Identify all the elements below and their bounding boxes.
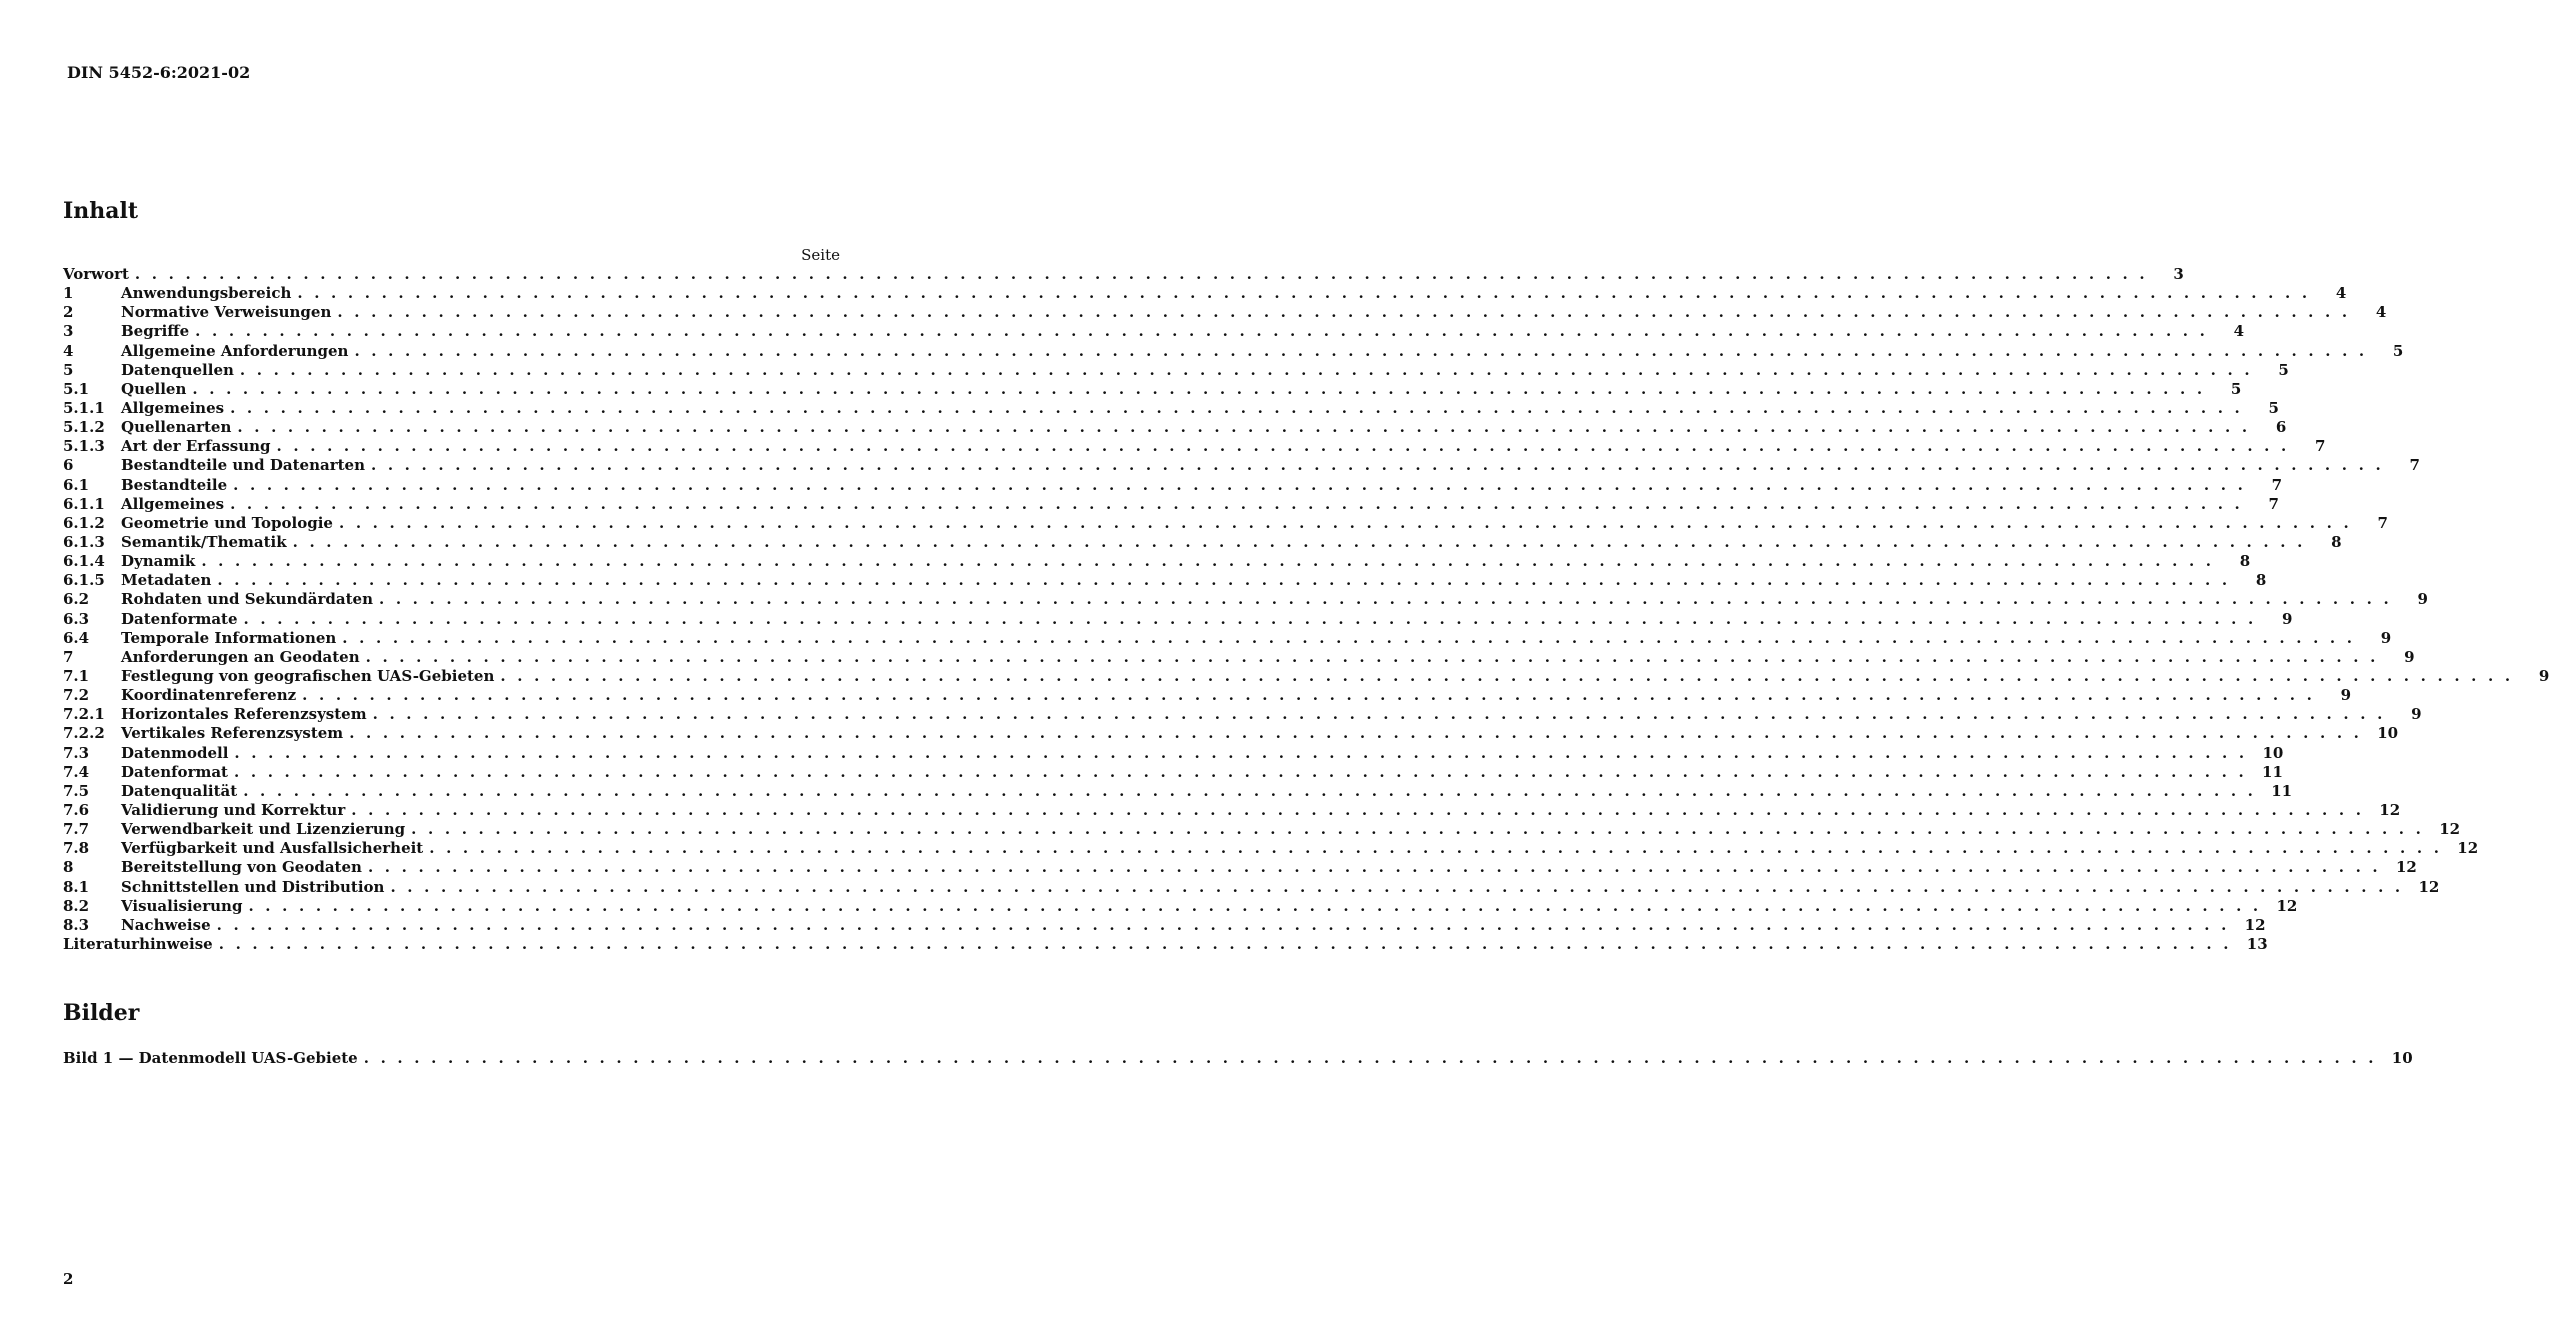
dot-leader: . . . . . . . . . . . . . . . . . . . . . . . . . . . . . . . . . . . . . . . . . . . . . . . . . . . . . . . . . . . . . . . . . . . . . . . . . . . . . . . . . . . . . . . . . . . . . . . . . . . . . . . . . . . . . . . . . . . . . . . . bbox=[292, 532, 2306, 551]
toc-entry-page: 9 bbox=[2538, 666, 2549, 685]
toc-entry-page: 4 bbox=[2233, 322, 2245, 341]
dot-leader: . . . . . . . . . . . . . . . . . . . . . . . . . . . . . . . . . . . . . . . . . . . . . . . . . . . . . . . . . . . . . . . . . . . . . . . . . . . . . . . . . . . . . . . . . . . . . . . . . . . . . . . . . . . . . . . . . . . . . . . . bbox=[354, 341, 2368, 360]
toc-entry[interactable] bbox=[63, 494, 2279, 514]
toc-entry-title: Koordinatenreferenz bbox=[121, 686, 297, 705]
toc-entry-number: 5.1.3 bbox=[63, 437, 105, 456]
toc-entry[interactable] bbox=[63, 647, 2415, 667]
toc-entry-title: Validierung und Korrektur bbox=[121, 800, 346, 819]
toc-entry-number: 7.2.1 bbox=[63, 705, 105, 724]
dot-leader: . . . . . . . . . . . . . . . . . . . . . . . . . . . . . . . . . . . . . . . . . . . . . . . . . . . . . . . . . . . . . . . . . . . . . . . . . . . . . . . . . . . . . . . . . . . . . . . . . . . . . . . . . . . . . . . . . . . . . . . . bbox=[390, 877, 2404, 896]
toc-entry-title: Verfügbarkeit und Ausfallsicherheit bbox=[121, 839, 424, 858]
toc-entry-title: Allgemeines bbox=[121, 494, 225, 513]
dot-leader: . . . . . . . . . . . . . . . . . . . . . . . . . . . . . . . . . . . . . . . . . . . . . . . . . . . . . . . . . . . . . . . . . . . . . . . . . . . . . . . . . . . . . . . . . . . . . . . . . . . . . . . . . . . . . . . . . . . . . . . . bbox=[218, 934, 2232, 953]
toc-entry-number: 7.8 bbox=[63, 839, 90, 858]
toc-entry-title: Datenformat bbox=[121, 762, 228, 781]
toc-entry-title: Datenmodell bbox=[121, 743, 229, 762]
dot-leader: . . . . . . . . . . . . . . . . . . . . . . . . . . . . . . . . . . . . . . . . . . . . . . . . . . . . . . . . . . . . . . . . . . . . . . . . . . . . . . . . . . . . . . . . . . . . . . . . . . . . . . . . . . . . . . . . . . . . . . . . bbox=[230, 398, 2243, 417]
toc-entry[interactable] bbox=[63, 934, 2268, 954]
toc-entry-page: 7 bbox=[2377, 513, 2388, 532]
dot-leader: . . . . . . . . . . . . . . . . . . . . . . . . . . . . . . . . . . . . . . . . . . . . . . . . . . . . . . . . . . . . . . . . . . . . . . . . . . . . . . . . . . . . . . . . . . . . . . . . . . . . . . . . . . . . . . . . . . . . . . . . bbox=[367, 858, 2381, 877]
toc-entry[interactable] bbox=[63, 839, 2479, 858]
toc-entry-number: 7.5 bbox=[63, 781, 90, 800]
toc-entry-page: 8 bbox=[2255, 571, 2267, 590]
toc-entry-title: Datenformate bbox=[121, 609, 238, 628]
dot-leader: . . . . . . . . . . . . . . . . . . . . . . . . . . . . . . . . . . . . . . . . . . . . . . . . . . . . . . . . . . . . . . . . . . . . . . . . . . . . . . . . . . . . . . . . . . . . . . . . . . . . . . . . . . . . . . . . . . . . . . . . bbox=[351, 800, 2365, 819]
toc-entry-number: 7 bbox=[63, 647, 74, 666]
toc-entry-number: 6.1.5 bbox=[63, 571, 105, 590]
dot-leader: . . . . . . . . . . . . . . . . . . . . . . . . . . . . . . . . . . . . . . . . . . . . . . . . . . . . . . . . . . . . . . . . . . . . . . . . . . . . . . . . . . . . . . . . . . . . . . . . . . . . . . . . . . . . . . . . . . . . . . . . bbox=[201, 552, 2215, 571]
toc-entry-number: 3 bbox=[63, 322, 74, 341]
toc-entry-number: 8 bbox=[63, 858, 74, 877]
dot-leader: . . . . . . . . . . . . . . . . . . . . . . . . . . . . . . . . . . . . . . . . . . . . . . . . . . . . . . . . . . . . . . . . . . . . . . . . . . . . . . . . . . . . . . . . . . . . . . . . . . . . . . . . . . . . . . . . . . . . . . . . bbox=[297, 284, 2311, 303]
toc-entry-page: 12 bbox=[2395, 858, 2417, 877]
toc-entry-title: Quellen bbox=[121, 379, 187, 398]
toc-entry-number: 7.4 bbox=[63, 762, 90, 781]
toc-entry-page: 9 bbox=[2340, 686, 2352, 705]
toc-entry-number: 7.1 bbox=[63, 666, 90, 685]
toc-entry-title: Rohdaten und Sekundärdaten bbox=[121, 590, 373, 609]
dot-leader: . . . . . . . . . . . . . . . . . . . . . . . . . . . . . . . . . . . . . . . . . . . . . . . . . . . . . . . . . . . . . . . . . . . . . . . . . . . . . . . . . . . . . . . . . . . . . . . . . . . . . . . . . . . . . . . . . . . . . . . . bbox=[372, 705, 2386, 724]
toc-entry[interactable] bbox=[63, 360, 2289, 380]
dot-leader: . . . . . . . . . . . . . . . . . . . . . . . . . . . . . . . . . . . . . . . . . . . . . . . . . . . . . . . . . . . . . . . . . . . . . . . . . . . . . . . . . . . . . . . . . . . . . . . . . . . . . . . . . . . . . . . . . . . . . . . . bbox=[365, 647, 2379, 666]
toc-entry-number: 7.2 bbox=[63, 686, 90, 705]
toc-list bbox=[63, 265, 2549, 954]
dot-leader: . . . . . . . . . . . . . . . . . . . . . . . . . . . . . . . . . . . . . . . . . . . . . . . . . . . . . . . . . . . . . . . . . . . . . . . . . . . . . . . . . . . . . . . . . . . . . . . . . . . . . . . . . . . . . . . . . . . . . . . . bbox=[216, 915, 2230, 934]
toc-entry[interactable] bbox=[63, 418, 2287, 437]
toc-entry-page: 12 bbox=[2276, 896, 2298, 915]
toc-entry[interactable] bbox=[63, 532, 2342, 552]
toc-entry-page: 7 bbox=[2271, 475, 2283, 494]
toc-entry-number: 6.1.4 bbox=[63, 552, 105, 571]
toc-entry-title: Metadaten bbox=[121, 571, 212, 590]
dot-leader: . . . . . . . . . . . . . . . . . . . . . . . . . . . . . . . . . . . . . . . . . . . . . . . . . . . . . . . . . . . . . . . . . . . . . . . . . . . . . . . . . . . . . . . . . . . . . . . . . . . . . . . . . . . . . . . . . . . . . . . . bbox=[233, 475, 2247, 494]
toc-entry-title: Bereitstellung von Geodaten bbox=[121, 858, 362, 877]
toc-entry-page: 7 bbox=[2268, 494, 2279, 513]
toc-entry-number: 6.1 bbox=[63, 475, 90, 494]
toc-entry-page: 8 bbox=[2239, 552, 2251, 571]
dot-leader: . . . . . . . . . . . . . . . . . . . . . . . . . . . . . . . . . . . . . . . . . . . . . . . . . . . . . . . . . . . . . . . . . . . . . . . . . . . . . . . . . . . . . . . . . . . . . . . . . . . . . . . . . . . . . . . . . . . . . . . . bbox=[411, 820, 2425, 839]
toc-entry-number: 6 bbox=[63, 456, 74, 475]
toc-entry[interactable] bbox=[63, 686, 2352, 705]
toc-entry-page: 12 bbox=[2379, 800, 2401, 819]
dot-leader: . . . . . . . . . . . . . . . . . . . . . . . . . . . . . . . . . . . . . . . . . . . . . . . . . . . . . . . . . . . . . . . . . . . . . . . . . . . . . . . . . . . . . . . . . . . . . . . . . . . . . . . . . . . . . . . . . . . . . . . . bbox=[338, 513, 2352, 532]
toc-entry-number: 8.2 bbox=[63, 896, 90, 915]
toc-entry-title: Festlegung von geografischen UAS-Gebieten bbox=[121, 666, 495, 685]
toc-entry-title: Datenquellen bbox=[121, 360, 234, 379]
toc-entry-title: Normative Verweisungen bbox=[121, 303, 332, 322]
toc-entry-title: Art der Erfassung bbox=[121, 437, 271, 456]
dot-leader: . . . . . . . . . . . . . . . . . . . . . . . . . . . . . . . . . . . . . . . . . . . . . . . . . . . . . . . . . . . . . . . . . . . . . . . . . . . . . . . . . . . . . . . . . . . . . . . . . . . . . . . . . . . . . . . . . . . . . . . . bbox=[239, 360, 2253, 379]
dot-leader: . . . . . . . . . . . . . . . . . . . . . . . . . . . . . . . . . . . . . . . . . . . . . . . . . . . . . . . . . . . . . . . . . . . . . . . . . . . . . . . . . . . . . . . . . . . . . . . . . . . . . . . . . . . . . . . . . . . . . . . . bbox=[248, 896, 2262, 915]
toc-heading: Inhalt bbox=[63, 198, 139, 224]
dot-leader: . . . . . . . . . . . . . . . . . . . . . . . . . . . . . . . . . . . . . . . . . . . . . . . . . . . . . . . . . . . . . . . . . . . . . . . . . . . . . . . . . . . . . . . . . . . . . . . . . . . . . . . . . . . . . . . . . . . . . . . . bbox=[134, 265, 2148, 283]
toc-entry-page: 9 bbox=[2380, 628, 2392, 647]
toc-entry-title: Dynamik bbox=[121, 552, 196, 571]
toc-entry-page: 5 bbox=[2268, 398, 2279, 417]
toc-entry[interactable] bbox=[63, 800, 2401, 820]
dot-leader: . . . . . . . . . . . . . . . . . . . . . . . . . . . . . . . . . . . . . . . . . . . . . . . . . . . . . . . . . . . . . . . . . . . . . . . . . . . . . . . . . . . . . . . . . . . . . . . . . . . . . . . . . . . . . . . . . . . . . . . . bbox=[370, 456, 2384, 475]
toc-entry[interactable] bbox=[63, 666, 2549, 686]
toc-entry-number: 7.7 bbox=[63, 820, 90, 839]
toc-entry-page: 3 bbox=[2173, 265, 2184, 283]
dot-leader: . . . . . . . . . . . . . . . . . . . . . . . . . . . . . . . . . . . . . . . . . . . . . . . . . . . . . . . . . . . . . . . . . . . . . . . . . . . . . . . . . . . . . . . . . . . . . . . . . . . . . . . . . . . . . . . . . . . . . . . . bbox=[349, 724, 2363, 743]
toc-entry-number: 7.6 bbox=[63, 800, 90, 819]
toc-entry-page: 8 bbox=[2331, 532, 2342, 551]
toc-entry[interactable] bbox=[63, 571, 2267, 590]
toc-entry-page: 6 bbox=[2275, 418, 2287, 437]
toc-entry[interactable] bbox=[63, 762, 2283, 782]
toc-entry-title: Quellenarten bbox=[121, 418, 232, 437]
toc-entry-title: Visualisierung bbox=[121, 896, 243, 915]
toc-entry[interactable] bbox=[63, 552, 2251, 571]
toc-entry-title: Temporale Informationen bbox=[121, 628, 337, 647]
toc-entry-number: 6.3 bbox=[63, 609, 90, 628]
dot-leader: . . . . . . . . . . . . . . . . . . . . . . . . . . . . . . . . . . . . . . . . . . . . . . . . . . . . . . . . . . . . . . . . . . . . . . . . . . . . . . . . . . . . . . . . . . . . . . . . . . . . . . . . . . . . . . . . . . . . . . . . bbox=[378, 590, 2392, 609]
toc-entry-title: Anwendungsbereich bbox=[121, 284, 292, 303]
toc-entry-number: 4 bbox=[63, 341, 74, 360]
toc-entry-number: 6.1.2 bbox=[63, 513, 105, 532]
toc-entry-number: 5.1.2 bbox=[63, 418, 105, 437]
page-column-label: Seite bbox=[801, 246, 840, 264]
toc-entry[interactable] bbox=[63, 628, 2392, 648]
dot-leader: . . . . . . . . . . . . . . . . . . . . . . . . . . . . . . . . . . . . . . . . . . . . . . . . . . . . . . . . . . . . . . . . . . . . . . . . . . . . . . . . . . . . . . . . . . . . . . . . . . . . . . . . . . . . . . . . . . . . . . . . bbox=[195, 322, 2209, 341]
toc-entry-page: 5 bbox=[2392, 341, 2404, 360]
toc-entry[interactable] bbox=[63, 284, 2347, 303]
toc-entry-title: Allgemeine Anforderungen bbox=[121, 341, 349, 360]
toc-entry[interactable] bbox=[63, 877, 2440, 897]
toc-entry-page: 7 bbox=[2315, 437, 2326, 456]
toc-entry-page: 12 bbox=[2439, 820, 2461, 839]
toc-entry-page: 13 bbox=[2246, 934, 2268, 953]
toc-entry-page: 7 bbox=[2409, 456, 2420, 475]
toc-entry-number: 7.2.2 bbox=[63, 724, 105, 743]
toc-entry-title: Semantik/Thematik bbox=[121, 532, 287, 551]
toc-entry-number: 6.1.1 bbox=[63, 494, 105, 513]
toc-entry[interactable] bbox=[63, 341, 2404, 361]
toc-entry-page: 12 bbox=[2457, 839, 2479, 858]
toc-entry-page: 12 bbox=[2418, 877, 2440, 896]
toc-entry[interactable] bbox=[63, 724, 2399, 743]
toc-entry[interactable] bbox=[63, 820, 2461, 839]
toc-entry[interactable] bbox=[63, 590, 2428, 609]
toc-entry-number: 5.1.1 bbox=[63, 398, 105, 417]
toc-entry-number: 6.1.3 bbox=[63, 532, 105, 551]
toc-entry[interactable] bbox=[63, 513, 2388, 533]
document-id: DIN 5452-6:2021-02 bbox=[67, 63, 251, 82]
toc-entry-number: 6.4 bbox=[63, 628, 90, 647]
toc-entry-title: Bestandteile bbox=[121, 475, 228, 494]
toc-entry-title: Verwendbarkeit und Lizenzierung bbox=[121, 820, 406, 839]
toc-entry-page: 10 bbox=[2377, 724, 2399, 743]
dot-leader: . . . . . . . . . . . . . . . . . . . . . . . . . . . . . . . . . . . . . . . . . . . . . . . . . . . . . . . . . . . . . . . . . . . . . . . . . . . . . . . . . . . . . . . . . . . . . . . . . . . . . . . . . . . . . . . . . . . . . . . . bbox=[243, 609, 2257, 628]
toc-entry-number: 8.1 bbox=[63, 877, 90, 896]
toc-entry-page: 9 bbox=[2417, 590, 2428, 609]
toc-entry-page: 4 bbox=[2335, 284, 2347, 303]
toc-entry[interactable] bbox=[63, 781, 2293, 801]
dot-leader: . . . . . . . . . . . . . . . . . . . . . . . . . . . . . . . . . . . . . . . . . . . . . . . . . . . . . . . . . . . . . . . . . . . . . . . . . . . . . . . . . . . . . . . . . . . . . . . . . . . . . . . . . . . . . . . . . . . . . . . . bbox=[192, 379, 2206, 398]
toc-entry-number: 5.1 bbox=[63, 379, 90, 398]
toc-entry[interactable] bbox=[63, 896, 2298, 916]
toc-entry-page: 11 bbox=[2271, 781, 2293, 800]
toc-entry-title: Vertikales Referenzsystem bbox=[121, 724, 344, 743]
toc-entry-title: Datenqualität bbox=[121, 781, 238, 800]
toc-entry-page: 5 bbox=[2230, 379, 2242, 398]
toc-entry-title: Horizontales Referenzsystem bbox=[121, 705, 367, 724]
toc-entry[interactable] bbox=[63, 705, 2422, 724]
toc-entry-title: Geometrie und Topologie bbox=[121, 513, 333, 532]
toc-entry-title: Vorwort bbox=[63, 265, 129, 283]
toc-entry[interactable] bbox=[63, 265, 2184, 284]
dot-leader: . . . . . . . . . . . . . . . . . . . . . . . . . . . . . . . . . . . . . . . . . . . . . . . . . . . . . . . . . . . . . . . . . . . . . . . . . . . . . . . . . . . . . . . . . . . . . . . . . . . . . . . . . . . . . . . . . . . . . . . . bbox=[429, 839, 2443, 858]
dot-leader: . . . . . . . . . . . . . . . . . . . . . . . . . . . . . . . . . . . . . . . . . . . . . . . . . . . . . . . . . . . . . . . . . . . . . . . . . . . . . . . . . . . . . . . . . . . . . . . . . . . . . . . . . . . . . . . . . . . . . . . . bbox=[243, 781, 2257, 800]
toc-entry[interactable] bbox=[63, 456, 2420, 475]
toc-entry-number: 2 bbox=[63, 303, 74, 322]
toc-entry[interactable] bbox=[63, 1049, 2413, 1068]
dot-leader: . . . . . . . . . . . . . . . . . . . . . . . . . . . . . . . . . . . . . . . . . . . . . . . . . . . . . . . . . . . . . . . . . . . . . . . . . . . . . . . . . . . . . . . . . . . . . . . . . . . . . . . . . . . . . . . . . . . . . . . . bbox=[217, 571, 2231, 590]
toc-entry-number: 8.3 bbox=[63, 915, 90, 934]
toc-entry-title: Bild 1 — Datenmodell UAS-Gebiete bbox=[63, 1049, 358, 1067]
toc-entry[interactable] bbox=[63, 437, 2326, 456]
toc-entry[interactable] bbox=[63, 303, 2387, 322]
page-number: 2 bbox=[63, 1270, 74, 1288]
toc-entry[interactable] bbox=[63, 915, 2266, 935]
toc-entry-page: 10 bbox=[2262, 743, 2284, 762]
dot-leader: . . . . . . . . . . . . . . . . . . . . . . . . . . . . . . . . . . . . . . . . . . . . . . . . . . . . . . . . . . . . . . . . . . . . . . . . . . . . . . . . . . . . . . . . . . . . . . . . . . . . . . . . . . . . . . . . . . . . . . . . bbox=[234, 743, 2248, 762]
toc-entry-page: 9 bbox=[2411, 705, 2422, 724]
toc-entry[interactable] bbox=[63, 379, 2242, 399]
toc-entry-page: 9 bbox=[2404, 647, 2415, 666]
toc-entry[interactable] bbox=[63, 475, 2283, 495]
dot-leader: . . . . . . . . . . . . . . . . . . . . . . . . . . . . . . . . . . . . . . . . . . . . . . . . . . . . . . . . . . . . . . . . . . . . . . . . . . . . . . . . . . . . . . . . . . . . . . . . . . . . . . . . . . . . . . . . . . . . . . . . bbox=[337, 303, 2351, 322]
dot-leader: . . . . . . . . . . . . . . . . . . . . . . . . . . . . . . . . . . . . . . . . . . . . . . . . . . . . . . . . . . . . . . . . . . . . . . . . . . . . . . . . . . . . . . . . . . . . . . . . . . . . . . . . . . . . . . . . . . . . . . . . bbox=[363, 1049, 2377, 1067]
toc-entry[interactable] bbox=[63, 322, 2245, 341]
toc-entry-page: 5 bbox=[2278, 360, 2289, 379]
toc-entry-title: Begriffe bbox=[121, 322, 190, 341]
toc-entry-number: 1 bbox=[63, 284, 74, 303]
toc-entry-title: Literaturhinweise bbox=[63, 934, 213, 953]
dot-leader: . . . . . . . . . . . . . . . . . . . . . . . . . . . . . . . . . . . . . . . . . . . . . . . . . . . . . . . . . . . . . . . . . . . . . . . . . . . . . . . . . . . . . . . . . . . . . . . . . . . . . . . . . . . . . . . . . . . . . . . . bbox=[276, 437, 2290, 456]
dot-leader: . . . . . . . . . . . . . . . . . . . . . . . . . . . . . . . . . . . . . . . . . . . . . . . . . . . . . . . . . . . . . . . . . . . . . . . . . . . . . . . . . . . . . . . . . . . . . . . . . . . . . . . . . . . . . . . . . . . . . . . . bbox=[237, 418, 2251, 437]
toc-entry-title: Schnittstellen und Distribution bbox=[121, 877, 385, 896]
toc-entry-title: Allgemeines bbox=[121, 398, 225, 417]
dot-leader: . . . . . . . . . . . . . . . . . . . . . . . . . . . . . . . . . . . . . . . . . . . . . . . . . . . . . . . . . . . . . . . . . . . . . . . . . . . . . . . . . . . . . . . . . . . . . . . . . . . . . . . . . . . . . . . . . . . . . . . . bbox=[500, 666, 2514, 685]
toc-entry-number: 5 bbox=[63, 360, 74, 379]
toc-entry[interactable] bbox=[63, 858, 2417, 877]
figures-list bbox=[63, 1049, 2413, 1068]
toc-entry-page: 4 bbox=[2375, 303, 2387, 322]
figures-heading: Bilder bbox=[63, 1000, 140, 1026]
toc-entry-title: Nachweise bbox=[121, 915, 211, 934]
toc-entry-page: 10 bbox=[2391, 1049, 2413, 1067]
toc-entry-number: 7.3 bbox=[63, 743, 90, 762]
dot-leader: . . . . . . . . . . . . . . . . . . . . . . . . . . . . . . . . . . . . . . . . . . . . . . . . . . . . . . . . . . . . . . . . . . . . . . . . . . . . . . . . . . . . . . . . . . . . . . . . . . . . . . . . . . . . . . . . . . . . . . . . bbox=[342, 628, 2356, 647]
toc-entry-number: 6.2 bbox=[63, 590, 90, 609]
toc-entry-title: Bestandteile und Datenarten bbox=[121, 456, 365, 475]
toc-entry[interactable] bbox=[63, 743, 2284, 763]
toc-entry-page: 11 bbox=[2262, 762, 2283, 781]
dot-leader: . . . . . . . . . . . . . . . . . . . . . . . . . . . . . . . . . . . . . . . . . . . . . . . . . . . . . . . . . . . . . . . . . . . . . . . . . . . . . . . . . . . . . . . . . . . . . . . . . . . . . . . . . . . . . . . . . . . . . . . . bbox=[234, 762, 2247, 781]
dot-leader: . . . . . . . . . . . . . . . . . . . . . . . . . . . . . . . . . . . . . . . . . . . . . . . . . . . . . . . . . . . . . . . . . . . . . . . . . . . . . . . . . . . . . . . . . . . . . . . . . . . . . . . . . . . . . . . . . . . . . . . . bbox=[302, 686, 2316, 705]
toc-entry-title: Anforderungen an Geodaten bbox=[121, 647, 360, 666]
toc-entry-page: 12 bbox=[2244, 915, 2266, 934]
toc-entry-page: 9 bbox=[2282, 609, 2293, 628]
dot-leader: . . . . . . . . . . . . . . . . . . . . . . . . . . . . . . . . . . . . . . . . . . . . . . . . . . . . . . . . . . . . . . . . . . . . . . . . . . . . . . . . . . . . . . . . . . . . . . . . . . . . . . . . . . . . . . . . . . . . . . . . bbox=[230, 494, 2243, 513]
toc-entry[interactable] bbox=[63, 398, 2279, 418]
toc-entry[interactable] bbox=[63, 609, 2293, 629]
